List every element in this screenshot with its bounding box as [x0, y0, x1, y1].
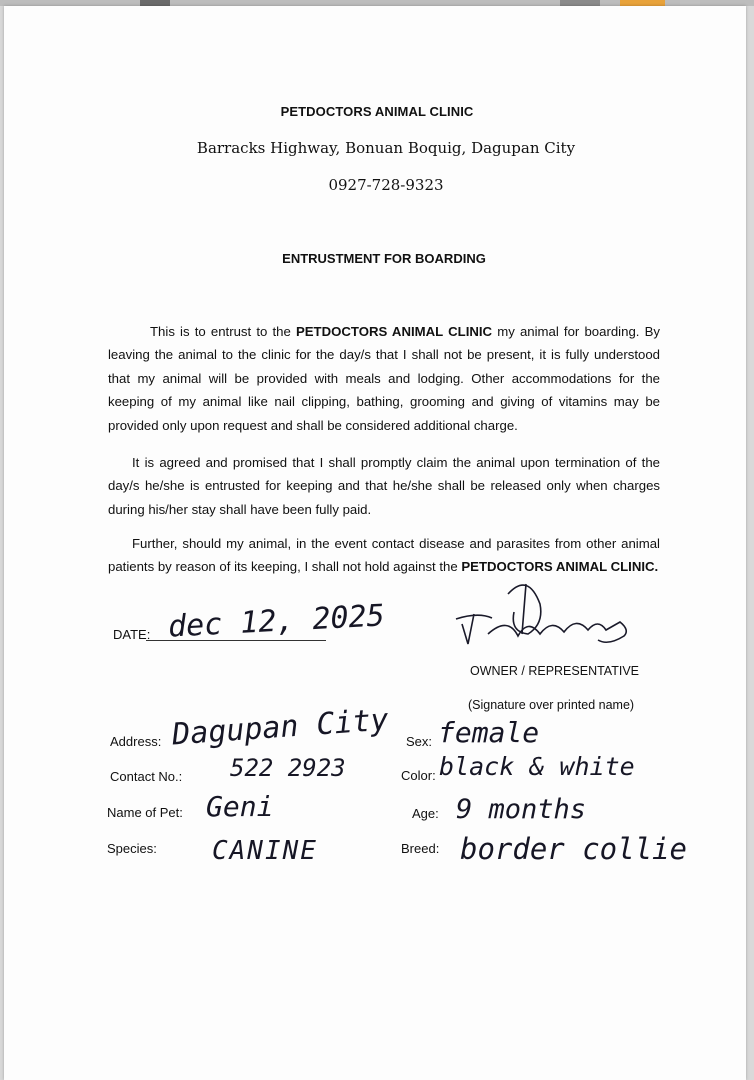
sex-label: Sex:	[406, 734, 433, 749]
clinic-phone: 0927-728-9323	[328, 176, 444, 194]
breed-label: Breed:	[401, 841, 440, 856]
document-title: ENTRUSTMENT FOR BOARDING	[282, 251, 486, 266]
paragraph-entrustment	[108, 320, 660, 437]
date-handwritten: dec 12, 2025	[167, 598, 386, 645]
clinic-address: Barracks Highway, Bonuan Boquig, Dagupan City	[196, 139, 576, 157]
owner-representative-label: OWNER / REPRESENTATIVE	[470, 664, 640, 678]
paragraph-text: This is to entrust to the	[150, 324, 296, 339]
paragraph-text: my animal for boarding. By leaving the animal to the clinic for the day/s that I shall not be present, it is fully understood that my animal will be provided with meals and lodging. Other accommodations for the keeping of my animal like nail clipping, bathing, grooming and giving of vitamins may be provided only upon request and shall be considered additional charge.	[108, 324, 660, 433]
paragraph-claim-agreement	[108, 451, 660, 521]
owner-signature	[448, 574, 638, 654]
paragraph-text: Further, should my animal, in the event contact disease and parasites from other animal patients by reason of its keeping, I shall not hold against the	[108, 536, 660, 575]
color-label: Color:	[401, 768, 436, 783]
age-label: Age:	[412, 806, 439, 821]
pet-name-label: Name of Pet:	[107, 805, 183, 820]
paragraph-liability	[108, 532, 660, 579]
age-value: 9 months	[456, 794, 587, 825]
clinic-name-emphasis: PETDOCTORS ANIMAL CLINIC.	[461, 559, 659, 575]
pet-name-value: Geni	[206, 790, 274, 823]
contact-label: Contact No.:	[110, 769, 183, 784]
breed-value: border collie	[460, 832, 687, 866]
clinic-name: PETDOCTORS ANIMAL CLINIC	[280, 104, 474, 119]
paragraph-text: It is agreed and promised that I shall promptly claim the animal upon termination of the day/s he/she is entrusted for keeping and that he/she shall be released only when charges during his/her stay shall have been fully paid.	[108, 455, 660, 517]
address-label: Address:	[110, 734, 162, 749]
address-value: Dagupan City	[171, 702, 390, 753]
species-label: Species:	[107, 841, 157, 856]
signature-note: (Signature over printed name)	[468, 698, 635, 712]
clinic-name-emphasis: PETDOCTORS ANIMAL CLINIC	[295, 324, 493, 339]
date-label: DATE:	[113, 627, 151, 642]
sex-value: female	[438, 716, 540, 749]
species-value: CANINE	[212, 836, 318, 866]
contact-value: 522 2923	[230, 754, 346, 782]
color-value: black & white	[439, 752, 635, 781]
